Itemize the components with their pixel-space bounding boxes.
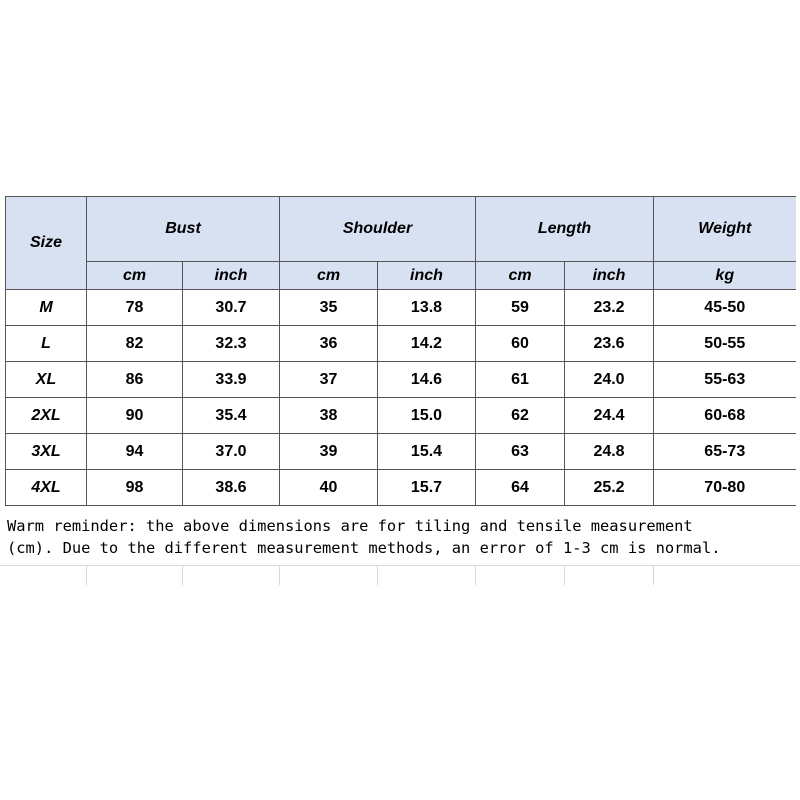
gridline [279, 565, 280, 585]
unit-header: kg [654, 262, 796, 290]
table-row [6, 290, 796, 326]
gridline [564, 565, 565, 585]
table-row [6, 398, 796, 434]
table-cell: 14.6 [378, 362, 476, 398]
size-cell: 2XL [6, 398, 87, 434]
table-cell: 86 [87, 362, 183, 398]
table-cell: 78 [87, 290, 183, 326]
table-cell: 98 [87, 470, 183, 506]
size-chart-table [5, 196, 796, 506]
size-cell: XL [6, 362, 87, 398]
table-cell: 24.0 [565, 362, 654, 398]
table-cell: 32.3 [183, 326, 280, 362]
gridline [182, 565, 183, 585]
gridline [377, 565, 378, 585]
reminder-line: (cm). Due to the different measurement methods, an error of 1-3 cm is normal. [7, 539, 721, 557]
table-cell: 23.2 [565, 290, 654, 326]
table-cell: 59 [476, 290, 565, 326]
table-cell: 90 [87, 398, 183, 434]
reminder-line: Warm reminder: the above dimensions are for tiling and tensile measurement [7, 517, 693, 535]
gridline [475, 565, 476, 585]
table-cell: 38.6 [183, 470, 280, 506]
gridline [653, 565, 654, 585]
table-cell: 25.2 [565, 470, 654, 506]
table-cell: 37 [280, 362, 378, 398]
unit-header: cm [87, 262, 183, 290]
shoulder-header: Shoulder [280, 197, 476, 262]
table-cell: 35.4 [183, 398, 280, 434]
table-cell: 36 [280, 326, 378, 362]
unit-header: cm [476, 262, 565, 290]
size-cell: 3XL [6, 434, 87, 470]
size-cell: 4XL [6, 470, 87, 506]
table-cell: 61 [476, 362, 565, 398]
table-cell: 15.7 [378, 470, 476, 506]
table-row [6, 470, 796, 506]
table-cell: 23.6 [565, 326, 654, 362]
gridline [86, 565, 87, 585]
table-cell: 94 [87, 434, 183, 470]
unit-header: inch [183, 262, 280, 290]
measurement-reminder [7, 515, 797, 559]
size-cell: M [6, 290, 87, 326]
table-cell: 50-55 [654, 326, 796, 362]
table-cell: 37.0 [183, 434, 280, 470]
weight-header: Weight [654, 197, 796, 262]
size-cell: L [6, 326, 87, 362]
table-cell: 33.9 [183, 362, 280, 398]
table-row [6, 434, 796, 470]
table-cell: 55-63 [654, 362, 796, 398]
table-cell: 63 [476, 434, 565, 470]
table-cell: 70-80 [654, 470, 796, 506]
bust-header: Bust [87, 197, 280, 262]
table-cell: 64 [476, 470, 565, 506]
table-row [6, 326, 796, 362]
table-cell: 60 [476, 326, 565, 362]
gridline [0, 565, 800, 566]
table-cell: 30.7 [183, 290, 280, 326]
table-cell: 24.8 [565, 434, 654, 470]
table-row [6, 362, 796, 398]
unit-header: cm [280, 262, 378, 290]
table-cell: 14.2 [378, 326, 476, 362]
size-header: Size [6, 197, 87, 290]
table-cell: 15.0 [378, 398, 476, 434]
table-cell: 15.4 [378, 434, 476, 470]
table-cell: 65-73 [654, 434, 796, 470]
length-header: Length [476, 197, 654, 262]
unit-header: inch [378, 262, 476, 290]
table-cell: 60-68 [654, 398, 796, 434]
table-cell: 24.4 [565, 398, 654, 434]
table-cell: 35 [280, 290, 378, 326]
table-cell: 82 [87, 326, 183, 362]
table-cell: 45-50 [654, 290, 796, 326]
unit-header: inch [565, 262, 654, 290]
table-cell: 39 [280, 434, 378, 470]
table-cell: 13.8 [378, 290, 476, 326]
table-cell: 62 [476, 398, 565, 434]
table-cell: 40 [280, 470, 378, 506]
table-cell: 38 [280, 398, 378, 434]
